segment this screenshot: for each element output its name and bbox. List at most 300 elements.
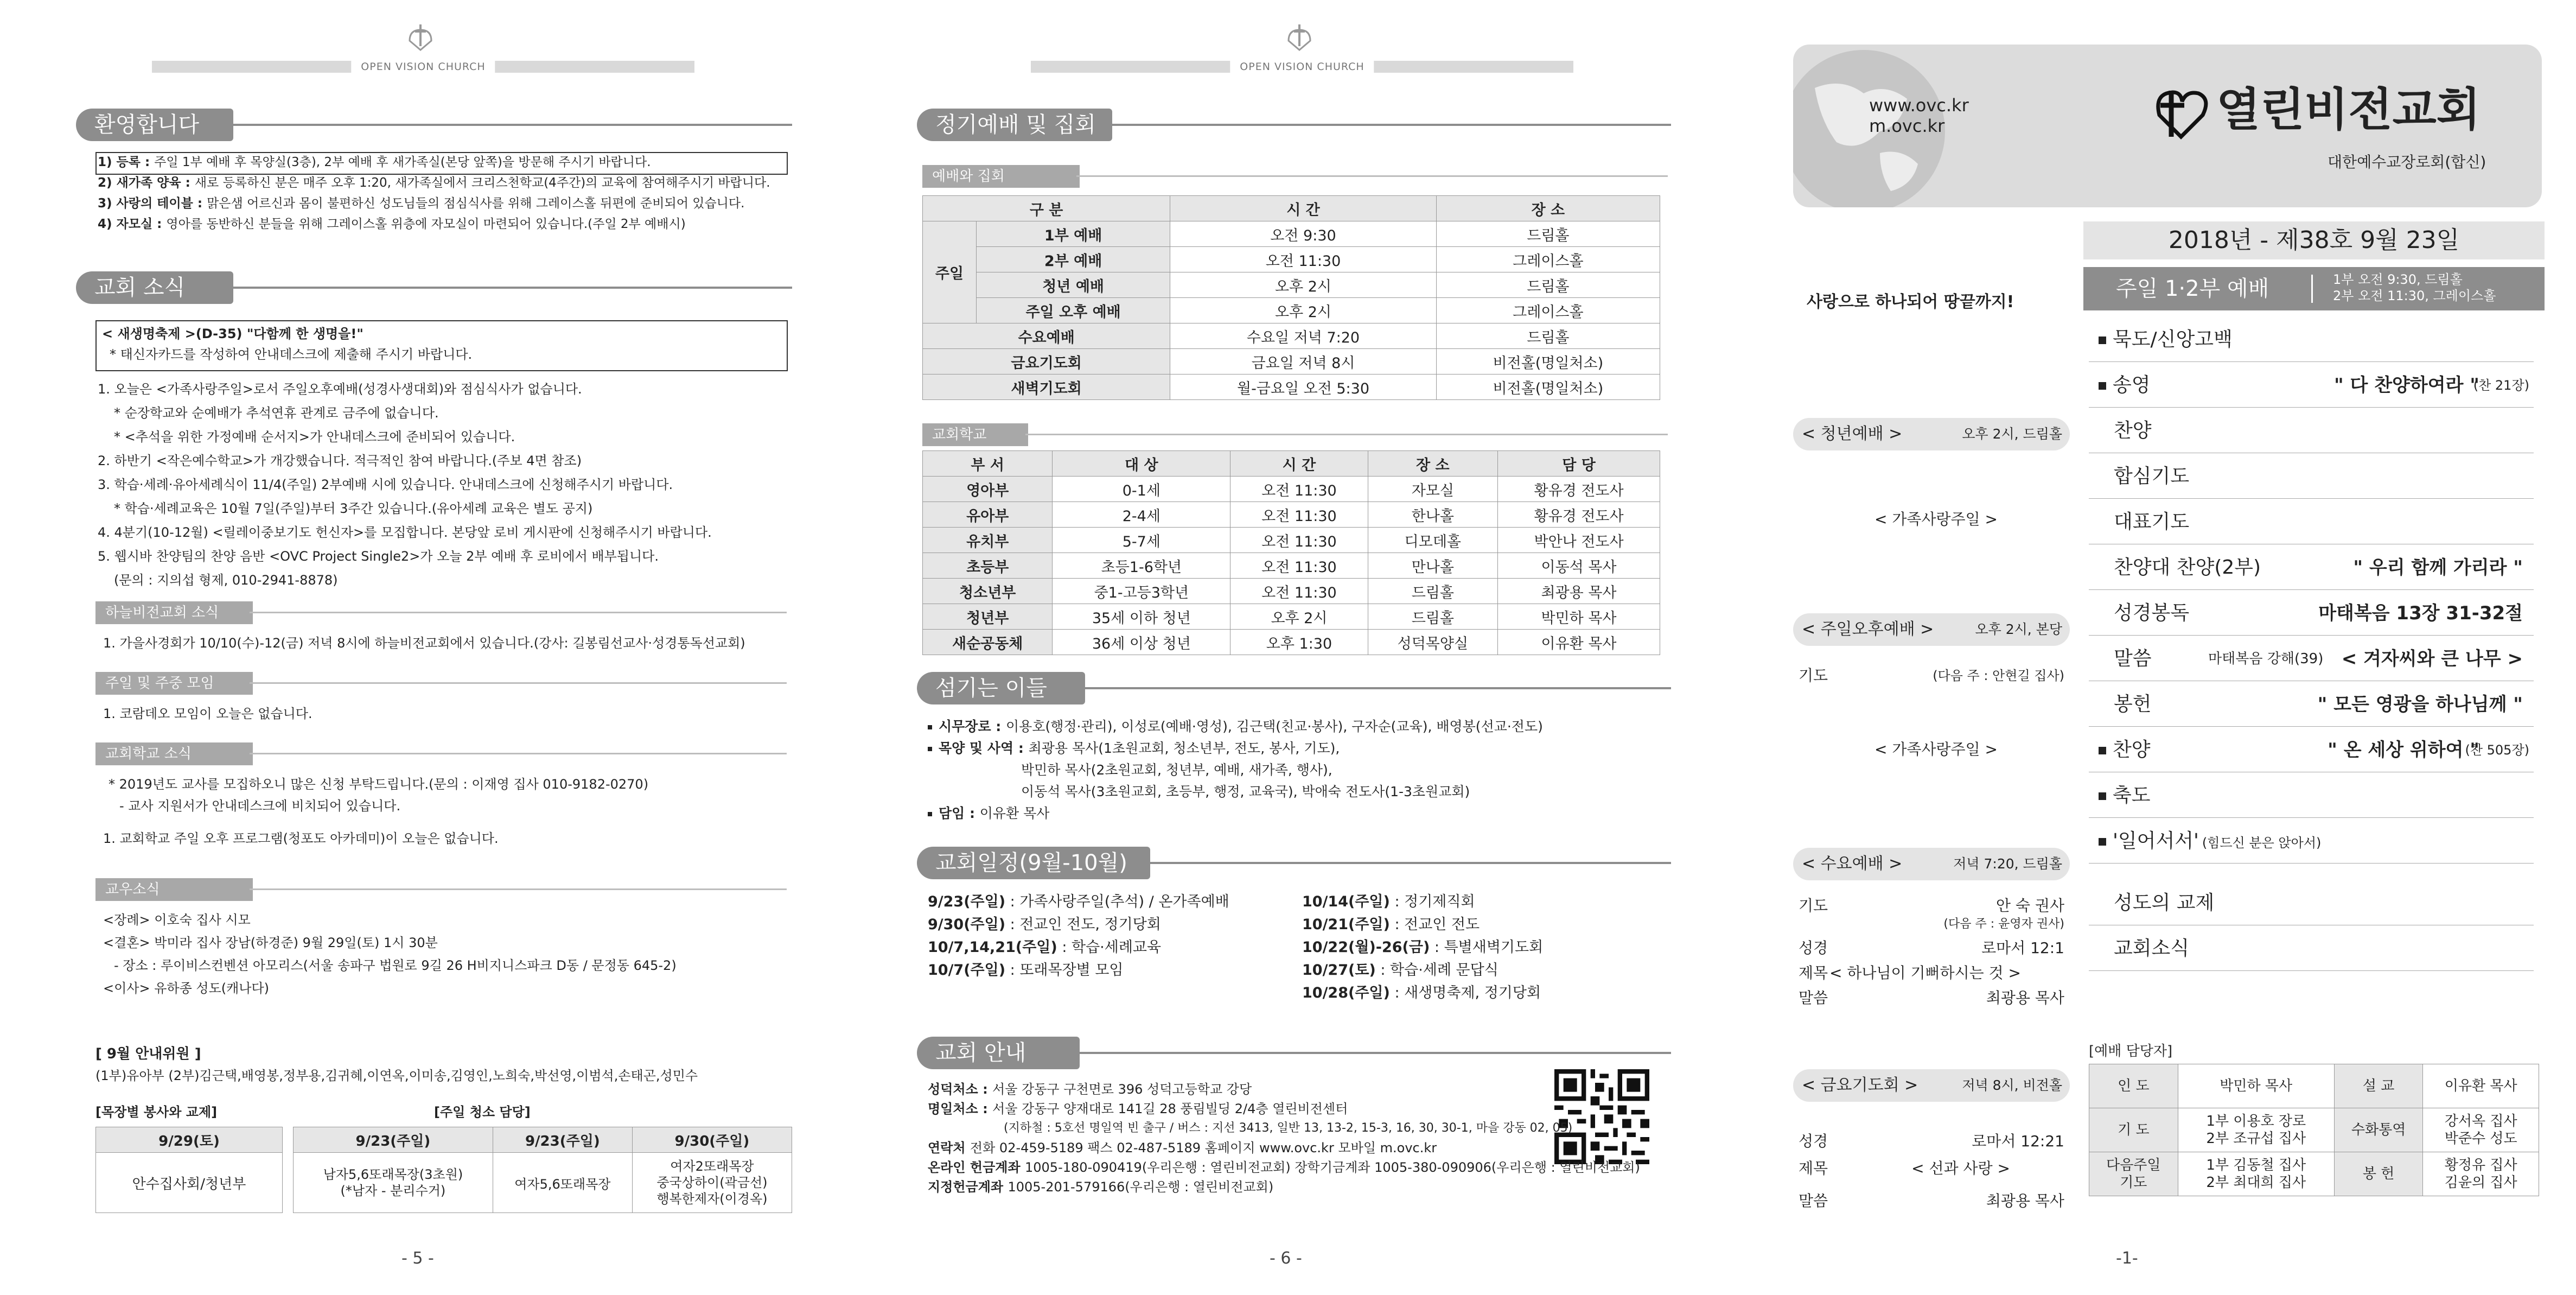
- school-cell: 0-1세: [1053, 477, 1230, 502]
- church-logo-icon: [2148, 82, 2214, 142]
- order-value: " 우리 함께 가리라 ": [2353, 557, 2523, 579]
- order-label: [2114, 409, 2152, 453]
- worship-row: [923, 272, 1660, 298]
- worship-time: 수요일 저녁 7:20: [1170, 323, 1437, 349]
- duty-cell: 이유환 목사: [2423, 1064, 2539, 1108]
- worship-row: [923, 221, 1660, 247]
- wed-value: (다음 주 : 윤영자 권사): [1943, 917, 2064, 931]
- wed-label: 제목: [1799, 964, 1828, 982]
- divider: [1076, 175, 1668, 177]
- pm-prayer-label: 기도: [1799, 666, 1828, 684]
- order-label: [2114, 455, 2189, 498]
- info-title: 교회 안내: [917, 1037, 1080, 1069]
- school-cell: 오전 11:30: [1230, 502, 1368, 528]
- duty-cell: 박민하 목사: [2178, 1064, 2334, 1108]
- info-text: 서울 강동구 양재대로 141길 28 풍림빌딩 2/4층 열린비전센터: [992, 1101, 1348, 1116]
- welcome-text: 주일 1부 예배 후 목양실(3층), 2부 예배 후 새가족실(본당 앞쪽)을 방문해 주시기 바랍니다.: [154, 155, 651, 169]
- order-item: [2089, 683, 2534, 727]
- worship-place: 비전홀(명일처소): [1436, 374, 1660, 400]
- order-label-text: 축도: [2113, 784, 2151, 807]
- worship-name: 금요기도회: [923, 349, 1170, 374]
- welcome-label: 2) 새가족 양육 :: [98, 176, 195, 190]
- school-head: 담 당: [1498, 451, 1660, 477]
- worship-name: 1부 예배: [977, 221, 1170, 247]
- order-label-text: 봉헌: [2114, 693, 2152, 715]
- service-header: [2083, 267, 2545, 310]
- divider: [2311, 275, 2313, 303]
- pm-header: [1793, 613, 2070, 646]
- staff-label: 담임 :: [939, 805, 980, 821]
- worship-time: 오후 2시: [1170, 298, 1437, 323]
- staff-item: [928, 718, 1543, 736]
- worship-row: [923, 374, 1660, 400]
- news-box-line1: < 새생명축제 >(D-35) "다함께 한 생명을!": [102, 326, 364, 341]
- staff-label: 시무장로 :: [939, 719, 1006, 734]
- order-label: [2099, 318, 2233, 361]
- schedule-right-item: [1302, 961, 1499, 980]
- bullet-icon: [2099, 747, 2106, 754]
- info-label: 지정헌금계좌: [928, 1179, 1008, 1195]
- school-cell: 황유경 전도사: [1498, 477, 1660, 502]
- welcome-item: [98, 194, 744, 213]
- order-item: [2089, 409, 2534, 453]
- worship-name: 새벽기도회: [923, 374, 1170, 400]
- wed-value: 최광용 목사: [1986, 989, 2064, 1007]
- welcome-label: 3) 사랑의 테이블 :: [98, 196, 207, 211]
- meal-val: 안수집사회/청년부: [96, 1153, 283, 1213]
- order-note: (힘드신 분은 앉아서): [2202, 835, 2322, 850]
- info-item: [928, 1158, 1640, 1177]
- order-item: [2089, 318, 2534, 362]
- schedule-text: : 새생명축제, 정기당회: [1389, 985, 1541, 1001]
- school-cell: 박안나 전도사: [1498, 528, 1660, 553]
- welcome-label: 4) 자모실 :: [98, 217, 167, 231]
- clean-val: 여자5,6또래목장: [493, 1153, 632, 1213]
- order-item: [2089, 820, 2534, 864]
- news-item: 3. 학습·세례·유아세례식이 11/4(주일) 2부예배 시에 있습니다. 안내데스크에 신청해주시기 바랍니다.: [98, 477, 673, 492]
- order-item: [2089, 364, 2534, 408]
- clean-head: 9/23(주일): [493, 1127, 632, 1153]
- school-cell: 유치부: [923, 528, 1053, 553]
- page-1: [1758, 0, 2576, 1295]
- bullet-icon: [928, 747, 932, 751]
- order-label-text: '일어서서': [2113, 830, 2199, 852]
- duty-cell: 봉 헌: [2334, 1152, 2423, 1196]
- schedule-date: 10/7,14,21(주일): [928, 939, 1057, 956]
- worship-time: 금요일 저녁 8시: [1170, 349, 1437, 374]
- sub3-item: * 2019년도 교사를 모집하오니 많은 신청 부탁드립니다.(문의 : 이재영 집사 010-9182-0270): [109, 777, 649, 792]
- school-row: [923, 502, 1660, 528]
- schedule-right-item: [1302, 893, 1475, 911]
- bullet-icon: [2099, 337, 2106, 344]
- usher-title: [ 9월 안내위원 ]: [95, 1046, 201, 1062]
- welcome-item: [98, 174, 770, 192]
- welcome-label: 1) 등록 :: [98, 155, 155, 169]
- worship-name: 2부 예배: [977, 247, 1170, 272]
- wed-label: 기도: [1799, 897, 1828, 915]
- issue-date: 2018년 - 제38호 9월 23일: [2083, 221, 2545, 259]
- youth-header-title: < 청년예배 >: [1802, 424, 1903, 443]
- divider: [250, 753, 787, 754]
- mobile-link[interactable]: m.ovc.kr: [1869, 116, 1945, 136]
- order-label-text: 묵도/신앙고백: [2113, 328, 2233, 351]
- youth-header-time: 오후 2시, 드림홀: [1962, 426, 2062, 442]
- worship-row: [923, 349, 1660, 374]
- fri-label: 말씀: [1799, 1192, 1828, 1210]
- order-item: [2089, 592, 2534, 636]
- info-item: [928, 1139, 1437, 1157]
- worship-time: 월-금요일 오전 5:30: [1170, 374, 1437, 400]
- school-cell: 중1-고등3학년: [1053, 579, 1230, 604]
- service-time-1: 1부 오전 9:30, 드림홀: [2333, 272, 2463, 287]
- school-row: [923, 630, 1660, 655]
- wed-label: 말씀: [1799, 989, 1828, 1007]
- schedule-date: 10/14(주일): [1302, 893, 1390, 910]
- church-name-line: OPEN VISION CHURCH: [1031, 61, 1573, 73]
- fri-header-time: 저녁 8시, 비전홀: [1962, 1077, 2062, 1093]
- news-item: * 순장학교와 순예배가 추석연휴 관계로 금주에 없습니다.: [114, 405, 439, 421]
- worship-place: 그레이스홀: [1436, 247, 1660, 272]
- info-label: 성덕처소 :: [928, 1082, 993, 1097]
- pm-header-time: 오후 2시, 본당: [1975, 621, 2062, 637]
- order-item: [2089, 546, 2534, 590]
- schedule-title: 교회일정(9월-10월): [917, 847, 1150, 879]
- school-cell: 성덕목양실: [1368, 630, 1497, 655]
- wed-header-time: 저녁 7:20, 드림홀: [1953, 856, 2062, 872]
- order-label-text: 대표기도: [2114, 511, 2190, 533]
- school-cell: 오전 11:30: [1230, 528, 1368, 553]
- order-label: [2099, 774, 2151, 817]
- school-cell: 만나홀: [1368, 553, 1497, 579]
- school-cell: 영아부: [923, 477, 1053, 502]
- staff-item: [1021, 761, 1332, 779]
- school-cell: 오후 1:30: [1230, 630, 1368, 655]
- website-link[interactable]: www.ovc.kr: [1869, 95, 1969, 116]
- clean-val: 여자2또래목장 중국상하이(곽금선) 행복한제자(이경옥): [632, 1153, 792, 1213]
- worship-place: 드림홀: [1436, 272, 1660, 298]
- page-6: [879, 0, 1725, 1295]
- after-item: [2089, 927, 2534, 971]
- school-cell: 한나홀: [1368, 502, 1497, 528]
- worship-group: 주일: [923, 221, 977, 323]
- worship-row: [923, 298, 1660, 323]
- schedule-left-item: [928, 938, 1161, 957]
- divider: [217, 287, 792, 289]
- school-cell: 오전 11:30: [1230, 477, 1368, 502]
- duty-cell: 황정유 집사 김윤의 집사: [2423, 1152, 2539, 1196]
- order-label-text: 성경봉독: [2114, 602, 2190, 624]
- worship-time: 오후 2시: [1170, 272, 1437, 298]
- worship-head: 장 소: [1436, 196, 1660, 221]
- fri-label: 성경: [1799, 1132, 1828, 1150]
- duty-cell: 강서옥 집사 박준수 성도: [2423, 1108, 2539, 1152]
- school-subtitle: 교회학교: [922, 423, 1028, 446]
- staff-item: [1021, 783, 1470, 801]
- school-cell: 청소년부: [923, 579, 1053, 604]
- schedule-text: : 또래목장별 모임: [1005, 962, 1124, 979]
- schedule-text: : 정기제직회: [1389, 893, 1475, 910]
- worship-name: 청년 예배: [977, 272, 1170, 298]
- church-logo-icon: [404, 22, 437, 54]
- worship-subtitle: 예배와 집회: [922, 165, 1080, 188]
- wed-value: 로마서 12:1: [1981, 939, 2064, 957]
- sub4-item: - 장소 : 루이비스컨벤션 아모리스(서울 송파구 법원로 9길 26 H비지니스파크 D동 / 문정동 645-2): [114, 958, 677, 973]
- pm-header-title: < 주일오후예배 >: [1802, 620, 1934, 639]
- school-cell: 이유환 목사: [1498, 630, 1660, 655]
- duty-row: [2089, 1108, 2539, 1152]
- order-note: (찬 505장): [2465, 742, 2529, 758]
- order-label: [2099, 364, 2151, 407]
- info-label: 연락처: [928, 1140, 970, 1156]
- order-label-text: 말씀: [2114, 648, 2152, 670]
- school-cell: 2-4세: [1053, 502, 1230, 528]
- info-text: 서울 강동구 구천면로 396 성덕고등학교 강당: [992, 1082, 1252, 1097]
- school-cell: 자모실: [1368, 477, 1497, 502]
- duty-row: [2089, 1064, 2539, 1108]
- staff-label: 목양 및 사역 :: [939, 740, 1029, 756]
- duty-cell: 다음주일 기도: [2089, 1152, 2178, 1196]
- masthead: [1793, 45, 2542, 207]
- worship-title: 정기예배 및 집회: [917, 109, 1112, 141]
- info-text: 1005-201-579166(우리은행 : 열린비전교회): [1008, 1179, 1274, 1195]
- church-name-line: OPEN VISION CHURCH: [152, 61, 694, 73]
- divider: [1096, 124, 1671, 126]
- schedule-date: 9/23(주일): [928, 893, 1006, 910]
- sub4-item: <장례> 이호숙 집사 시모: [103, 912, 251, 928]
- worship-row: [923, 323, 1660, 349]
- bullet-icon: [2099, 838, 2106, 846]
- school-cell: 오전 11:30: [1230, 553, 1368, 579]
- order-label: [2114, 546, 2261, 589]
- fri-value: 최광용 목사: [1986, 1192, 2064, 1210]
- schedule-left-item: [928, 916, 1161, 934]
- page-5: [0, 0, 846, 1295]
- school-cell: 오전 11:30: [1230, 579, 1368, 604]
- news-item: * 학습·세례교육은 10월 7일(주일)부터 3주간 있습니다.(유아세례 교육은 별도 공지): [114, 501, 593, 516]
- church-logo-icon: [1283, 22, 1316, 54]
- order-label: [2114, 500, 2189, 544]
- sub4-title: 교우소식: [95, 878, 253, 901]
- duty-cell: 수화통역: [2334, 1108, 2423, 1152]
- school-head: 부 서: [923, 451, 1053, 477]
- school-row: [923, 604, 1660, 630]
- news-item: 4. 4분기(10-12월) <릴레이중보기도 헌신자>를 모집합니다. 본당앞 로비 게시판에 신청해주시기 바랍니다.: [98, 525, 712, 540]
- divider: [250, 612, 787, 613]
- duty-cell: 설 교: [2334, 1064, 2423, 1108]
- schedule-text: : 특별새벽기도회: [1430, 939, 1544, 956]
- staff-text: 이동석 목사(3초원교회, 초등부, 행정, 교육국), 박애숙 전도사(1-3초원교회): [1021, 784, 1470, 799]
- youth-header: [1793, 418, 2070, 450]
- news-title: 교회 소식: [76, 271, 233, 304]
- wed-value: 안 숙 권사: [1996, 897, 2064, 915]
- staff-text: 박민하 목사(2초원교회, 청년부, 예배, 새가족, 행사),: [1021, 762, 1332, 778]
- page-number: -1-: [2116, 1249, 2138, 1268]
- wed-label: 성경: [1799, 939, 1828, 957]
- staff-title: 섬기는 이들: [917, 672, 1085, 704]
- info-item: [1004, 1119, 1572, 1138]
- divider: [1080, 687, 1671, 689]
- school-row: [923, 579, 1660, 604]
- divider: [250, 682, 787, 684]
- school-head: 대 상: [1053, 451, 1230, 477]
- order-label-text: 송영: [2113, 374, 2151, 396]
- school-cell: 드림홀: [1368, 604, 1497, 630]
- school-cell: 드림홀: [1368, 579, 1497, 604]
- schedule-left-item: [928, 893, 1229, 911]
- staff-text: 최광용 목사(1초원교회, 청소년부, 전도, 봉사, 기도),: [1028, 740, 1340, 756]
- schedule-date: 9/30(주일): [928, 916, 1006, 933]
- bullet-icon: [928, 725, 932, 729]
- service-title: 주일 1·2부 예배: [2116, 276, 2269, 301]
- order-label: [2114, 637, 2152, 681]
- order-item: [2089, 455, 2534, 499]
- schedule-right-item: [1302, 984, 1541, 1002]
- slogan: 사랑으로 하나되어 땅끝까지!: [1807, 293, 2014, 312]
- after-label: 성도의 교제: [2114, 892, 2215, 914]
- qr-code-icon[interactable]: [1554, 1069, 1649, 1164]
- info-item: [928, 1100, 1348, 1118]
- schedule-text: : 전교인 전도, 정기당회: [1005, 916, 1161, 933]
- duty-row: [2089, 1152, 2539, 1196]
- school-row: [923, 477, 1660, 502]
- school-cell: 황유경 전도사: [1498, 502, 1660, 528]
- news-box-line2: * 태신자카드를 작성하여 안내데스크에 제출해 주시기 바랍니다.: [110, 347, 473, 362]
- church-name: 열린비전교회: [2216, 83, 2481, 136]
- order-value: " 다 찬양하여라 ": [2333, 374, 2479, 396]
- schedule-text: : 가족사랑주일(추석) / 온가족예배: [1005, 893, 1229, 910]
- wed-header: [1793, 848, 2070, 880]
- meal-title: [목장별 봉사와 교제]: [95, 1104, 218, 1120]
- order-label: [2099, 820, 2321, 865]
- school-cell: 이동석 목사: [1498, 553, 1660, 579]
- clean-table: [293, 1127, 792, 1213]
- worship-place: 그레이스홀: [1436, 298, 1660, 323]
- school-cell: 36세 이상 청년: [1053, 630, 1230, 655]
- order-value: " 모든 영광을 하나님께 ": [2317, 694, 2523, 715]
- order-item: [2089, 500, 2534, 544]
- sub4-item: <결혼> 박미라 집사 장남(하경준) 9월 29일(토) 1시 30분: [103, 935, 438, 950]
- divider: [1145, 862, 1671, 864]
- schedule-date: 10/7(주일): [928, 962, 1006, 979]
- wed-header-title: < 수요예배 >: [1802, 854, 1903, 873]
- schedule-left-item: [928, 961, 1124, 980]
- info-label: 명일처소 :: [928, 1101, 993, 1116]
- order-label: [2114, 592, 2189, 635]
- staff-item: [928, 804, 1049, 823]
- info-label: 온라인 헌금계좌: [928, 1160, 1025, 1175]
- worship-place: 비전홀(명일처소): [1436, 349, 1660, 374]
- staff-text: 이유환 목사: [979, 805, 1050, 821]
- sub1-item: 1. 가을사경회가 10/10(수)-12(금) 저녁 8시에 하늘비전교회에서 있습니다.(강사: 길봉림선교사·성경통독선교회): [103, 636, 745, 651]
- news-item: * <추석을 위한 가정예배 순서지>가 안내데스크에 준비되어 있습니다.: [114, 429, 515, 445]
- after-item: [2089, 881, 2534, 925]
- fri-header-title: < 금요기도회 >: [1802, 1076, 1918, 1095]
- meal-head: 9/29(토): [96, 1127, 283, 1153]
- order-value: " 온 세상 위하여 ": [2328, 739, 2479, 761]
- pm-prayer: (다음 주 : 안현길 집사): [1933, 668, 2064, 683]
- welcome-text: 영아를 동반하신 분들을 위해 그레이스홀 위층에 자모실이 마련되어 있습니다.(주일 2부 예배시): [166, 217, 686, 231]
- welcome-item: [98, 153, 651, 172]
- divider: [217, 124, 792, 126]
- info-item: [928, 1178, 1273, 1196]
- schedule-right-item: [1302, 938, 1543, 957]
- schedule-text: : 학습·세례 문답식: [1375, 962, 1499, 979]
- bullet-icon: [2099, 382, 2106, 390]
- service-time-2: 2부 오전 11:30, 그레이스홀: [2333, 288, 2496, 303]
- news-box: [95, 320, 788, 371]
- school-row: [923, 553, 1660, 579]
- order-item: [2089, 728, 2534, 772]
- order-label-text: 찬양: [2114, 420, 2152, 442]
- duty-cell: 1부 이용호 장로 2부 조규섭 집사: [2178, 1108, 2334, 1152]
- school-row: [923, 528, 1660, 553]
- worship-head: 구 분: [923, 196, 1170, 221]
- schedule-date: 10/21(주일): [1302, 916, 1390, 933]
- worship-name: 주일 오후 예배: [977, 298, 1170, 323]
- divider: [1025, 434, 1668, 435]
- usher-list: (1부)유아부 (2부)김근택,배영봉,정부용,김귀혜,이연옥,이미송,김영인,노희숙,박선영,이범석,손태곤,성민수: [95, 1068, 698, 1083]
- worship-table: [922, 195, 1660, 400]
- bullet-icon: [928, 812, 932, 816]
- worship-place: 드림홀: [1436, 323, 1660, 349]
- worship-time: 오전 11:30: [1170, 247, 1437, 272]
- divider: [1074, 1052, 1671, 1054]
- meal-table: [95, 1127, 283, 1213]
- staff-text: 이용호(행정·관리), 이성로(예배·영성), 김근택(친교·봉사), 구자순(교육), 배영봉(선교·전도): [1006, 719, 1543, 734]
- page-number: - 6 -: [1270, 1249, 1302, 1268]
- school-head: 시 간: [1230, 451, 1368, 477]
- clean-val: 남자5,6또래목장(3초원) (*남자 - 분리수거): [294, 1153, 493, 1213]
- duty-cell: 인 도: [2089, 1064, 2178, 1108]
- order-label: [2099, 728, 2151, 772]
- order-note: 마태복음 강해(39): [2208, 651, 2324, 667]
- schedule-text: : 학습·세례교육: [1057, 939, 1162, 956]
- news-item: 5. 웹시바 찬양팀의 찬양 음반 <OVC Project Single2>가 오늘 2부 예배 후 로비에서 배부됩니다.: [98, 549, 659, 564]
- welcome-text: 새로 등록하신 분은 매주 오후 1:20, 새가족실에서 크리스천학교(4주간)의 교육에 참여해주시기 바랍니다.: [194, 176, 770, 190]
- fri-value: 로마서 12:21: [1972, 1132, 2064, 1150]
- info-text: (지하철 : 5호선 명일역 빈 출구 / 버스 : 지선 3413, 일반 13, 13-2, 15-3, 16, 30, 30-1, 마을 강동 02, 05): [1004, 1121, 1573, 1135]
- page-number: - 5 -: [401, 1249, 434, 1268]
- school-cell: 박민하 목사: [1498, 604, 1660, 630]
- sub3-item: 1. 교회학교 주일 오후 프로그램(청포도 아카데미)이 오늘은 없습니다.: [103, 831, 499, 846]
- news-item: 2. 하반기 <작은예수학교>가 개강했습니다. 적극적인 참여 바랍니다.(주보 4면 참조): [98, 453, 582, 468]
- order-note: (찬 21장): [2473, 378, 2529, 393]
- worship-row: [923, 247, 1660, 272]
- order-label: [2114, 683, 2152, 726]
- welcome-text: 맑은샘 어르신과 몸이 불편하신 성도님들의 점심식사를 위해 그레이스홀 뒤편에 준비되어 있습니다.: [207, 196, 745, 211]
- sub3-title: 교회학교 소식: [95, 742, 253, 765]
- schedule-text: : 전교인 전도: [1389, 916, 1480, 933]
- school-head: 장 소: [1368, 451, 1497, 477]
- school-cell: 디모데홀: [1368, 528, 1497, 553]
- order-item: [2089, 637, 2534, 681]
- duty-table: [2089, 1064, 2539, 1196]
- worship-head: 시 간: [1170, 196, 1437, 221]
- school-cell: 유아부: [923, 502, 1053, 528]
- worship-place: 드림홀: [1436, 221, 1660, 247]
- welcome-title: 환영합니다: [76, 109, 233, 141]
- sub1-title: 하늘비전교회 소식: [95, 601, 253, 624]
- schedule-date: 10/28(주일): [1302, 985, 1390, 1001]
- schedule-date: 10/22(월)-26(금): [1302, 939, 1430, 956]
- sub4-item: <이사> 유하종 성도(캐나다): [103, 981, 270, 996]
- schedule-right-item: [1302, 916, 1480, 934]
- school-cell: 새순공동체: [923, 630, 1053, 655]
- bullet-icon: [2099, 792, 2106, 800]
- clean-title: [주일 청소 담당]: [434, 1104, 531, 1120]
- worship-name: 수요예배: [923, 323, 1170, 349]
- order-value: 마태복음 13장 31-32절: [2318, 602, 2523, 624]
